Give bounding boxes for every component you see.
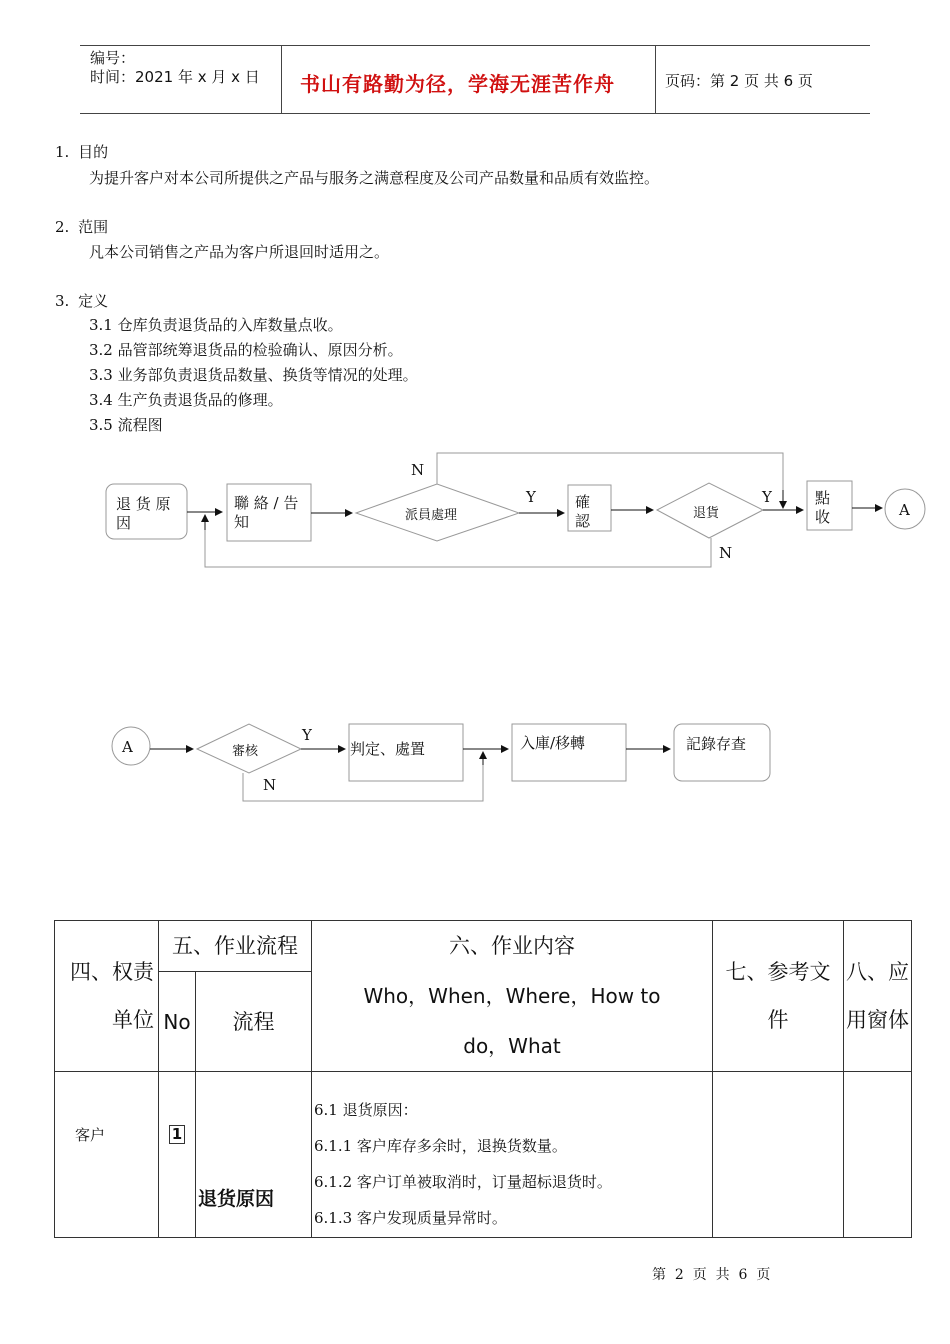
header-top-rule [80, 45, 870, 46]
header-content-title: 六、作业内容 [449, 934, 575, 958]
flow2-judge-label: 判定、處置 [350, 740, 426, 758]
row-content [312, 1072, 713, 1238]
section-3-num: 3. [55, 292, 70, 310]
header-unit [55, 921, 159, 1072]
flow1-notify-line2: 知 [234, 513, 250, 531]
row-no [159, 1072, 196, 1238]
header-time: 时间：2021 年 x 月 x 日 [90, 68, 260, 86]
flow1-start-line2: 因 [116, 514, 132, 532]
header-motto: 书山有路勤为径，学海无涯苦作舟 [300, 72, 615, 96]
flow2-storage-box [512, 724, 626, 781]
flow1-start-line1: 退 货 原 [116, 495, 171, 513]
row-process [196, 1072, 312, 1238]
procedure-table [54, 920, 912, 1238]
definition-item: 3.4 生产负责退货品的修理。 [89, 391, 283, 409]
header-flow: 五、作业流程 [159, 921, 312, 972]
flow1-notify-line1: 聯 絡 / 告 [234, 494, 299, 512]
flow1-confirm-line1: 確 [575, 493, 591, 511]
flow1-yes-2: Y [762, 488, 772, 506]
header-no: No [159, 972, 196, 1072]
header-content [312, 921, 713, 1072]
flow2-connector-label: A [122, 738, 133, 756]
section-2-num: 2. [55, 218, 70, 236]
flow2-yes: Y [302, 726, 312, 744]
definition-item: 3.1 仓库负责退货品的入库数量点收。 [89, 316, 343, 334]
header-divider-1 [281, 45, 282, 113]
row-process-text: 退货原因 [198, 1188, 275, 1210]
header-form [844, 921, 912, 1072]
header-ref-text: 七、参考文 件 [725, 960, 831, 1032]
flowchart-1 [0, 440, 950, 590]
header-content-sub2: do，What [463, 1034, 561, 1058]
row-content-line: 6.1.2 客户订单被取消时，订量超标退货时。 [314, 1173, 612, 1191]
flow1-yes-1: Y [526, 488, 536, 506]
flow1-dispatch-label: 派員處理 [405, 508, 458, 523]
table-row [55, 1072, 912, 1238]
header-content-sub1: Who，When，Where，How to [363, 984, 661, 1008]
header-number: 编号： [90, 49, 136, 67]
flow1-no-loop-top [437, 453, 783, 500]
header-form-text: 八、应 用窗体 [846, 960, 909, 1032]
row-content-line: 6.1.3 客户发现质量异常时。 [314, 1209, 507, 1227]
flow2-no: N [263, 776, 277, 794]
header-page-info: 页码：第 2 页 共 6 页 [665, 72, 813, 90]
flow1-receive-line1: 點 [815, 489, 831, 507]
row-no-badge: 1 [169, 1125, 185, 1144]
row-form [844, 1072, 912, 1238]
section-3-heading [55, 290, 108, 312]
row-unit [55, 1072, 159, 1238]
section-3-title: 定义 [78, 292, 109, 310]
definition-item: 3.2 品管部统筹退货品的检验确认、原因分析。 [89, 341, 403, 359]
flow1-confirm-line2: 認 [575, 512, 591, 530]
section-1-body: 为提升客户对本公司所提供之产品与服务之满意程度及公司产品数量和品质有效监控。 [89, 169, 660, 187]
section-2-heading [55, 216, 108, 238]
flow1-receive-line2: 收 [815, 508, 831, 526]
row-content-line: 6.1.1 客户库存多余时，退换货数量。 [314, 1137, 567, 1155]
section-1-heading [55, 141, 108, 163]
section-1-num: 1. [55, 143, 70, 161]
flow1-no-loop-bottom [205, 520, 711, 567]
section-2-title: 范围 [78, 218, 109, 236]
row-unit-text: 客户 [75, 1126, 106, 1144]
definition-item: 3.5 流程图 [89, 416, 163, 434]
flow2-review-label: 審核 [232, 744, 259, 759]
flow1-no-top: N [411, 461, 425, 479]
section-2-body: 凡本公司销售之产品为客户所退回时适用之。 [89, 243, 390, 261]
page-footer: 第 2 页 共 6 页 [652, 1267, 771, 1283]
header-process: 流程 [196, 972, 312, 1072]
row-content-line: 6.1 退货原因： [314, 1101, 418, 1119]
flow2-storage-label: 入庫/移轉 [520, 734, 586, 752]
row-ref [713, 1072, 844, 1238]
header-divider-2 [655, 45, 656, 113]
header-bottom-rule [80, 113, 870, 114]
definition-list [89, 313, 418, 438]
flow1-connector-label: A [899, 501, 910, 519]
section-1-title: 目的 [78, 143, 109, 161]
flow1-return-label: 退貨 [693, 506, 720, 521]
definition-item: 3.3 业务部负责退货品数量、换货等情况的处理。 [89, 366, 418, 384]
flow2-record-label: 記錄存查 [686, 735, 747, 753]
header-ref [713, 921, 844, 1072]
flowchart-2 [0, 715, 950, 815]
header-unit-text: 四、权责 单位 [70, 960, 154, 1032]
flow1-no-bottom: N [719, 544, 733, 562]
